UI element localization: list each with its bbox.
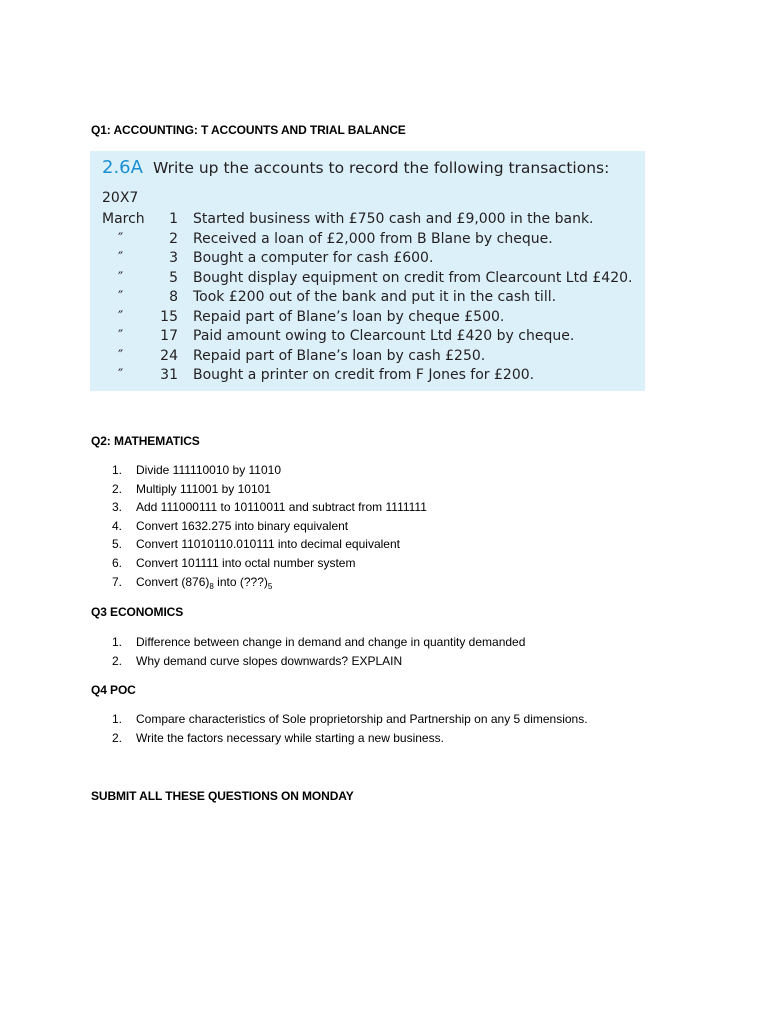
transaction-row: [90, 326, 645, 346]
transaction-row: [90, 248, 645, 268]
question-text: Difference between change in demand and change in quantity demanded: [136, 635, 526, 649]
question-number: 4.: [112, 518, 123, 533]
transaction-row: [90, 346, 645, 366]
base-notation-prefix: Convert (876): [136, 574, 210, 589]
question-number: 6.: [112, 555, 123, 570]
transaction-text: Paid amount owing to Clearcount Ltd £420 by cheque.: [193, 328, 575, 344]
exercise-number: 2.6A: [102, 157, 143, 178]
question-text: Why demand curve slopes downwards? EXPLAIN: [136, 653, 403, 668]
transaction-day: 24: [160, 347, 178, 364]
question-text: Convert 1632.275 into binary equivalent: [136, 518, 349, 533]
question-text: Convert 101111 into octal number system: [136, 555, 356, 570]
question-number: 2.: [112, 730, 123, 745]
transaction-day: 3: [169, 250, 178, 266]
transaction-text: Received a loan of £2,000 from B Blane by cheque.: [193, 230, 553, 247]
question-number: 5.: [112, 537, 123, 552]
transaction-row: [90, 287, 645, 307]
question-number: 3.: [112, 500, 123, 515]
transaction-text: Took £200 out of the bank and put it in the cash till.: [193, 289, 557, 305]
question-text: Divide 111110010 by 11010: [136, 463, 282, 477]
exercise-instruction: Write up the accounts to record the following transactions:: [153, 159, 610, 177]
ditto-mark: ″: [118, 328, 124, 344]
transaction-text: Bought a computer for cash £600.: [193, 250, 434, 266]
base-notation-middle: into (???): [213, 574, 268, 589]
question-text: Add 111000111 to 10110011 and subtract from 1111111: [136, 500, 427, 515]
ditto-mark: ″: [118, 367, 124, 383]
transaction-row: [90, 209, 645, 229]
question-number: 2.: [112, 653, 123, 668]
transaction-day: 15: [160, 308, 178, 325]
transaction-day: 31: [160, 367, 178, 383]
question-number: 1.: [112, 712, 123, 726]
transaction-text: Repaid part of Blane’s loan by cash £250.: [193, 347, 486, 364]
q3-heading: Q3 ECONOMICS: [91, 605, 184, 619]
question-number: 2.: [112, 481, 123, 496]
submission-note: SUBMIT ALL THESE QUESTIONS ON MONDAY: [91, 789, 354, 803]
question-text: [136, 573, 272, 594]
textbook-exercise: [90, 151, 645, 391]
ditto-mark: ″: [118, 347, 124, 364]
ditto-mark: ″: [118, 230, 124, 247]
transaction-row: [90, 229, 645, 249]
question-number: 7.: [112, 574, 123, 589]
transaction-day: 1: [169, 211, 178, 227]
transaction-day: 5: [169, 269, 178, 286]
question-text: Write the factors necessary while starting a new business.: [136, 730, 444, 745]
transaction-text: Repaid part of Blane’s loan by cheque £500.: [193, 308, 505, 325]
question-text: Multiply 111001 by 10101: [136, 481, 271, 496]
transaction-day: 17: [160, 328, 178, 344]
transaction-text: Bought display equipment on credit from Clearcount Ltd £420.: [193, 269, 633, 286]
ditto-mark: ″: [118, 269, 124, 286]
transaction-day: 8: [169, 289, 178, 305]
transaction-row: [90, 268, 645, 288]
q1-heading: Q1: ACCOUNTING: T ACCOUNTS AND TRIAL BALANCE: [91, 123, 406, 137]
ditto-mark: ″: [118, 289, 124, 305]
q4-heading: Q4 POC: [91, 683, 136, 697]
question-number: 1.: [112, 635, 123, 649]
transaction-row: [90, 365, 645, 385]
ditto-mark: ″: [118, 250, 124, 266]
transaction-text: Bought a printer on credit from F Jones for £200.: [193, 367, 535, 383]
q2-heading: Q2: MATHEMATICS: [91, 434, 200, 448]
transaction-day: 2: [169, 230, 178, 247]
transaction-row: [90, 307, 645, 327]
transaction-text: Started business with £750 cash and £9,000 in the bank.: [193, 211, 594, 227]
question-text: Convert 11010110.010111 into decimal equivalent: [136, 537, 400, 552]
base-subscript: 8: [209, 581, 214, 591]
question-number: 1.: [112, 463, 123, 477]
exercise-year: 20X7: [102, 190, 139, 206]
ditto-mark: ″: [118, 308, 124, 325]
base-subscript: 5: [267, 581, 273, 591]
transaction-month: March: [102, 211, 145, 227]
question-text: Compare characteristics of Sole proprietorship and Partnership on any 5 dimensions.: [136, 712, 588, 726]
